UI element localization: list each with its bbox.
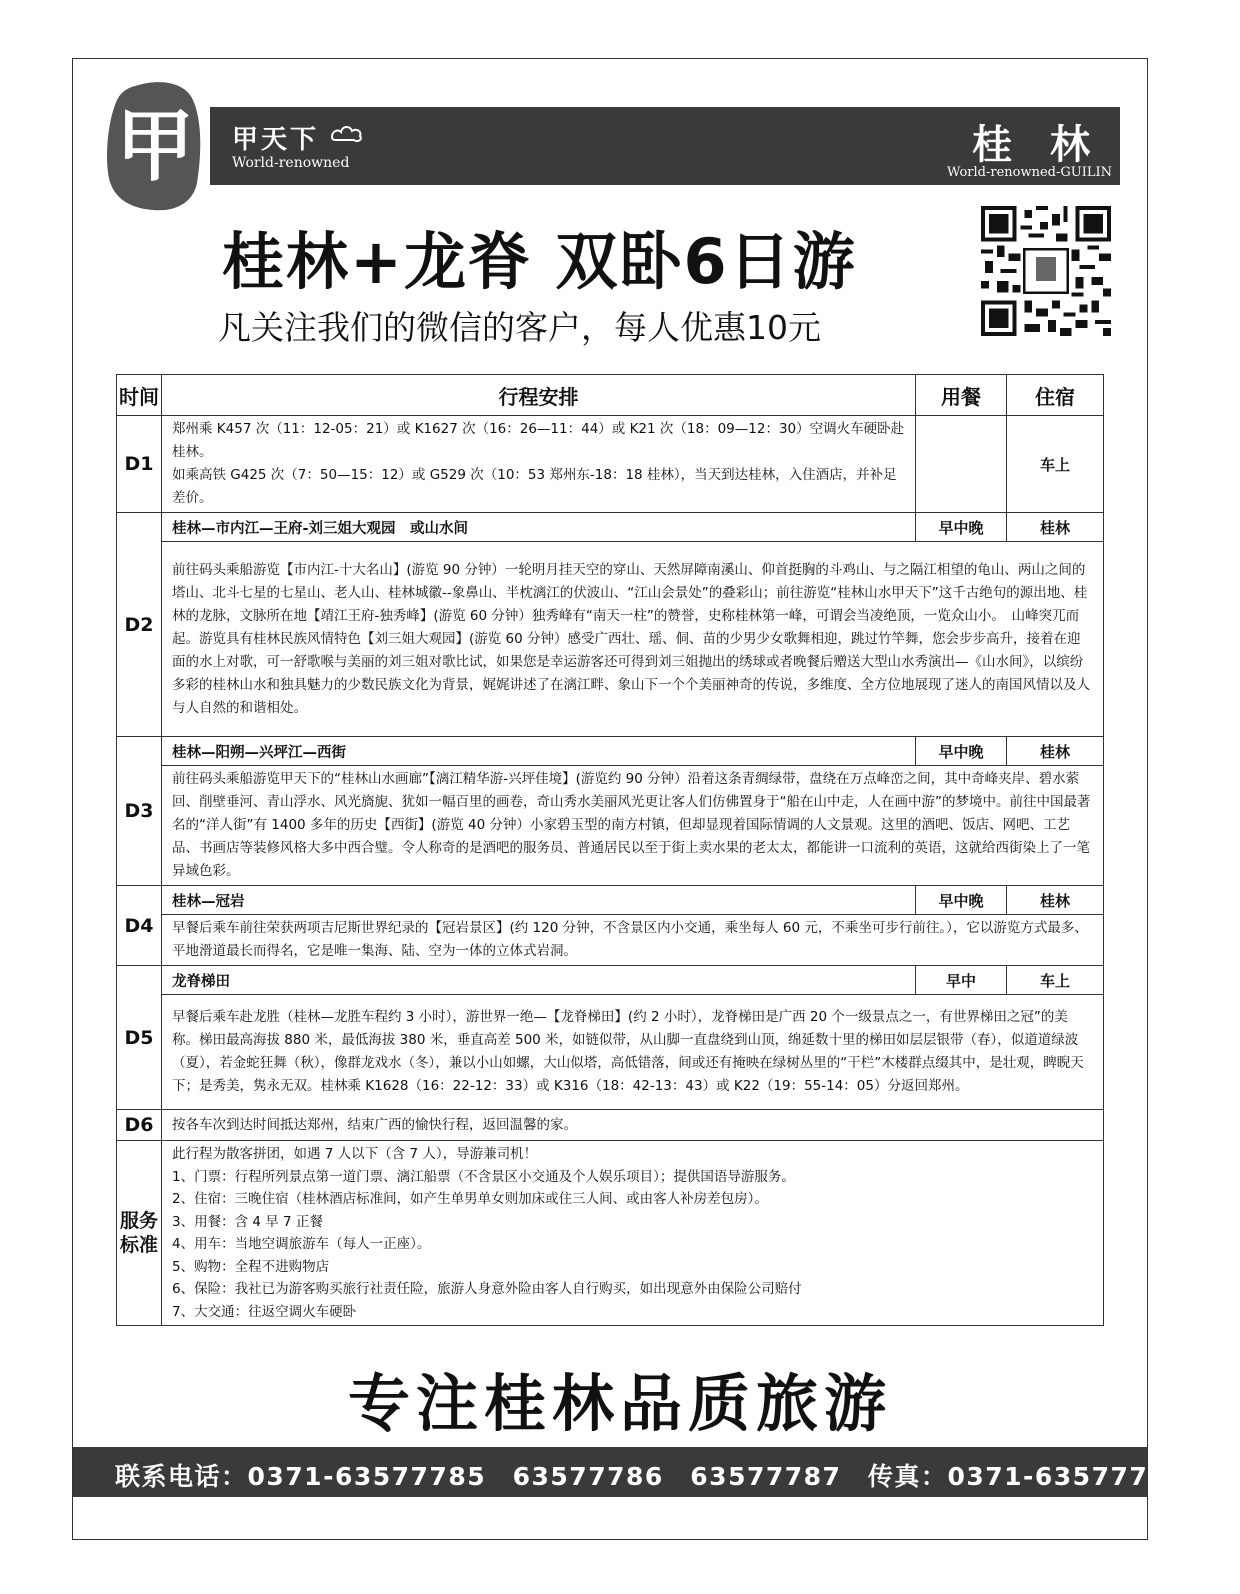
day-stay: 桂林 <box>1007 737 1104 766</box>
brand-name-en: World-renowned <box>232 155 350 171</box>
service-line: 4、用车：当地空调旅游车（每人一正座）。 <box>172 1236 431 1252</box>
day-description: 早餐后乘车前往荣获两项吉尼斯世界纪录的【冠岩景区】(约 120 分钟，不含景区内小交通，乘坐每人 60 元，不乘坐可步行前往。），它以游览方式最多、平地滑道最长而得名，它是唯一集海、陆、空为一体的立体式岩洞。 <box>162 915 1104 966</box>
brand-banner <box>210 107 1120 185</box>
table-row <box>117 1141 1104 1326</box>
footer-contact-bar <box>73 1447 1187 1497</box>
day-stay: 桂林 <box>1007 886 1104 915</box>
table-row <box>117 542 1104 737</box>
slogan: 专注桂林品质旅游 <box>347 1367 892 1440</box>
day-description: 早餐后乘车赴龙胜（桂林—龙胜车程约 3 小时），游世界一绝—【龙脊梯田】(约 2 小时），龙脊梯田是广西 20 个一级景点之一，有世界梯田之冠”的美称。梯田最高海拔 880 米，最低海拔 380 米，垂直高差 500 米，如链似带，从山脚一直盘绕到山顶，绵延数十里的梯田如层层银带（春），似道道绿波（夏），若金蛇狂舞（秋），像群龙戏水（冬），兼以小山如螺，大山似塔，高低错落，间或还有掩映在绿树丛里的“干栏”木楼群点缀其中，是壮观，睥睨天下；是秀美，隽永无双。桂林乘 K1628（16：22-12：33）或 K316（18：42-13：43）或 K22（19：55-14：05）分返回郑州。 <box>162 995 1104 1110</box>
day-label: D4 <box>117 886 162 966</box>
day-stay: 车上 <box>1007 966 1104 995</box>
day-label: D5 <box>117 966 162 1110</box>
header-stay: 住宿 <box>1007 375 1104 416</box>
itinerary-table <box>116 374 1104 1326</box>
day-route: 桂林—阳朔—兴坪江—西街 <box>162 737 916 766</box>
service-line: 3、用餐：含 4 早 7 正餐 <box>172 1213 323 1230</box>
day-label: D3 <box>117 737 162 886</box>
brand-seal-logo <box>105 78 205 213</box>
page-title: 桂林+龙脊 双卧6日游 <box>222 225 857 298</box>
day-description: 按各车次到达时间抵达郑州，结束广西的愉快行程，返回温馨的家。 <box>162 1110 1104 1141</box>
day-meal: 早中晚 <box>916 737 1007 766</box>
day-description: 前往码头乘船游览【市内江-十大名山】(游览 90 分钟）一轮明月挂天空的穿山、天然屏障南溪山、仰首挺胸的斗鸡山、与之隔江相望的龟山、两山之间的塔山、北斗七星的七星山、老人山、桂林城徽--象鼻山、半枕漓江的伏波山、“江山会景处”的叠彩山；前往游览“桂林山水甲天下”这千古绝句的源出地、桂林的龙脉，文脉所在地【靖江王府-独秀峰】(游览 60 分钟）独秀峰有“南天一柱”的赞誉，史称桂林第一峰，可谓会当凌绝顶，一览众山小。 山峰突兀而起。游览具有桂林民族风情特色【刘三姐大观园】(游览 60 分钟）感受广西壮、瑶、侗、苗的少男少女歌舞相迎，跳过竹竿舞，您会步步高升，接着在迎面的水上对歌，可一舒歌喉与美丽的刘三姐对歌比试，如果您是幸运游客还可得到刘三姐抛出的绣球或者晚餐后赠送大型山水秀演出—《山水间》，以缤纷多彩的桂林山水和独具魅力的少数民族文化为背景，娓娓讲述了在漓江畔、象山下一个个美丽神奇的传说，多维度、全方位地展现了迷人的南国风情以及人与人自然的和谐相处。 <box>162 542 1104 737</box>
header-schedule: 行程安排 <box>162 375 916 416</box>
day-meal: 早中晚 <box>916 513 1007 542</box>
service-line: 7、大交通：往返空调火车硬卧 <box>172 1303 357 1320</box>
service-line: 此行程为散客拼团，如遇 7 人以下（含 7 人），导游兼司机！ <box>172 1146 538 1162</box>
table-row <box>117 737 1104 766</box>
day-label: D1 <box>117 416 162 513</box>
service-list <box>162 1141 1104 1326</box>
day-route: 桂林—冠岩 <box>162 886 916 915</box>
table-row <box>117 995 1104 1110</box>
service-line: 1、门票：行程所列景点第一道门票、漓江船票（不含景区小交通及个人娱乐项目）；提供国语导游服务。 <box>172 1168 795 1185</box>
day-meal: 早中 <box>916 966 1007 995</box>
table-row <box>117 766 1104 886</box>
day-route: 龙脊梯田 <box>162 966 916 995</box>
destination-cn: 桂 林 <box>972 122 1102 168</box>
table-header-row <box>117 375 1104 416</box>
day-description: 前往码头乘船游览甲天下的“桂林山水画廊”【漓江精华游-兴坪佳境】(游览约 90 分钟）沿着这条青绸绿带，盘绕在万点峰峦之间，其中奇峰夹岸、碧水萦回、削壁垂河、青山浮水、风光旖旎、犹如一幅百里的画卷，奇山秀水美丽风光更让客人们仿佛置身于“船在山中走，人在画中游”的梦境中。前往中国最著名的“洋人街”有 1400 多年的历史【西街】(游览 40 分钟）小家碧玉型的南方村镇，但却显现着国际情调的人文景观。这里的酒吧、饭店、网吧、工艺品、书画店等装修风格大多中西合璧。令人称奇的是酒吧的服务员、普通居民以至于街上卖水果的老太太，都能讲一口流利的英语，这就给西街染上了一笔异域色彩。 <box>162 766 1104 886</box>
day-route: 桂林—市内江—王府-刘三姐大观园 或山水间 <box>162 513 916 542</box>
brand-name-cn: 甲天下 <box>232 125 320 155</box>
destination-en: World-renowned-GUILIN <box>946 165 1112 180</box>
service-label: 服务 标准 <box>117 1141 162 1326</box>
day-description: 郑州乘 K457 次（11：12-05：21）或 K1627 次（16：26—11：44）或 K21 次（18：09—12：30）空调火车硬卧赴桂林。 如乘高铁 G425 次（7：50—15：12）或 G529 次（10：53 郑州东-18：18 桂林），当天到达桂林，入住酒店，并补足差价。 <box>162 416 916 513</box>
day-stay: 桂林 <box>1007 513 1104 542</box>
header-time: 时间 <box>117 375 162 416</box>
service-line: 5、购物：全程不进购物店 <box>172 1258 330 1275</box>
qr-code-icon <box>980 206 1112 336</box>
table-row <box>117 966 1104 995</box>
promo-subtitle: 凡关注我们的微信的客户，每人优惠10元 <box>218 308 821 347</box>
day-meal: 早中晚 <box>916 886 1007 915</box>
contact-info: 联系电话：0371-63577785 63577786 63577787 传真：0371-63577787 <box>115 1462 1187 1491</box>
seal-glyph: 甲 <box>115 102 195 192</box>
table-row <box>117 886 1104 915</box>
table-row <box>117 1110 1104 1141</box>
table-row <box>117 416 1104 513</box>
header-meal: 用餐 <box>916 375 1007 416</box>
table-row <box>117 513 1104 542</box>
day-meal <box>916 416 1007 513</box>
day-stay: 车上 <box>1007 416 1104 513</box>
day-label: D6 <box>117 1110 162 1141</box>
cloud-ornament-icon <box>330 123 364 145</box>
table-row <box>117 915 1104 966</box>
service-line: 2、住宿：三晚住宿（桂林酒店标准间，如产生单男单女则加床或住三人间、或由客人补房差包房）。 <box>172 1191 768 1207</box>
destination-box <box>940 107 1120 185</box>
day-label: D2 <box>117 513 162 737</box>
service-line: 6、保险：我社已为游客购买旅行社责任险，旅游人身意外险由客人自行购买，如出现意外由保险公司赔付 <box>172 1281 802 1297</box>
